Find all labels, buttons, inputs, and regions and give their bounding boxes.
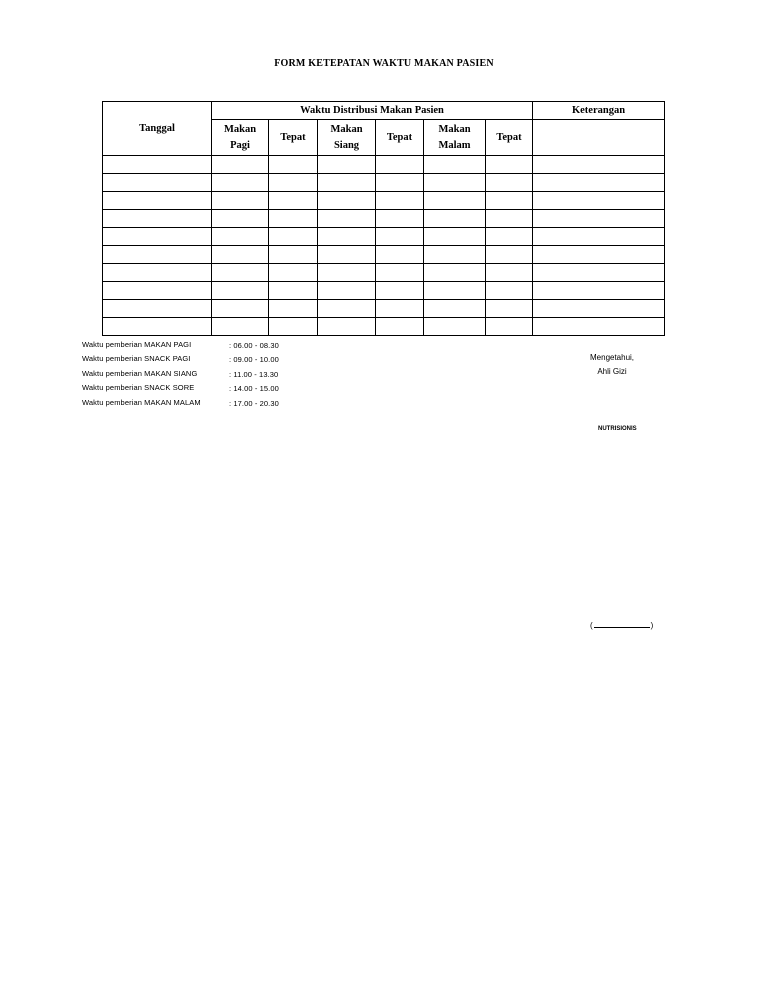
- table-cell[interactable]: [376, 228, 424, 246]
- table-cell[interactable]: [212, 210, 269, 228]
- table-cell[interactable]: [533, 174, 665, 192]
- table-cell[interactable]: [318, 210, 376, 228]
- table-cell[interactable]: [103, 318, 212, 336]
- header-keterangan: Keterangan: [533, 102, 665, 120]
- table-cell[interactable]: [103, 156, 212, 174]
- table-cell[interactable]: [212, 246, 269, 264]
- table-cell[interactable]: [212, 300, 269, 318]
- table-row: [103, 174, 665, 192]
- table-cell[interactable]: [269, 174, 318, 192]
- signature-block: [590, 351, 634, 379]
- table-cell[interactable]: [486, 300, 533, 318]
- signature-role: NUTRISIONIS: [598, 426, 637, 432]
- table-cell[interactable]: [212, 228, 269, 246]
- table-cell[interactable]: [486, 246, 533, 264]
- table-cell[interactable]: [103, 192, 212, 210]
- table-cell[interactable]: [269, 282, 318, 300]
- table-cell[interactable]: [269, 192, 318, 210]
- table-cell[interactable]: [533, 156, 665, 174]
- table-cell[interactable]: [318, 300, 376, 318]
- table-cell[interactable]: [103, 174, 212, 192]
- table-cell[interactable]: [376, 156, 424, 174]
- table-cell[interactable]: [424, 300, 486, 318]
- table-cell[interactable]: [318, 228, 376, 246]
- table-row: [103, 156, 665, 174]
- form-title: FORM KETEPATAN WAKTU MAKAN PASIEN: [274, 58, 494, 69]
- table-row: [103, 318, 665, 336]
- table-cell[interactable]: [486, 156, 533, 174]
- table-cell[interactable]: [318, 318, 376, 336]
- table-cell[interactable]: [486, 192, 533, 210]
- subheader-makan-siang: Makan Siang: [318, 120, 376, 156]
- table-row: [103, 282, 665, 300]
- table-cell[interactable]: [318, 282, 376, 300]
- table-cell[interactable]: [269, 246, 318, 264]
- table-cell[interactable]: [376, 318, 424, 336]
- subheader-tepat-malam: Tepat: [486, 120, 533, 156]
- table-cell[interactable]: [376, 282, 424, 300]
- table-cell[interactable]: [533, 264, 665, 282]
- table-cell[interactable]: [212, 174, 269, 192]
- table-cell[interactable]: [212, 156, 269, 174]
- table-row: [103, 264, 665, 282]
- table-row: [103, 210, 665, 228]
- table-cell[interactable]: [103, 264, 212, 282]
- table-cell[interactable]: [486, 318, 533, 336]
- table-cell[interactable]: [212, 282, 269, 300]
- table-cell[interactable]: [318, 156, 376, 174]
- subheader-tepat-siang: Tepat: [376, 120, 424, 156]
- table-cell[interactable]: [533, 192, 665, 210]
- table-cell[interactable]: [376, 300, 424, 318]
- table-cell[interactable]: [376, 210, 424, 228]
- table-cell[interactable]: [269, 156, 318, 174]
- table-cell[interactable]: [318, 174, 376, 192]
- table-cell[interactable]: [318, 264, 376, 282]
- table-cell[interactable]: [424, 156, 486, 174]
- table-cell[interactable]: [424, 228, 486, 246]
- table-cell[interactable]: [269, 264, 318, 282]
- signature-mengetahui: Mengetahui,: [590, 353, 635, 362]
- subheader-makan-malam: Makan Malam: [424, 120, 486, 156]
- keterangan-subcell: [533, 120, 665, 156]
- table-cell[interactable]: [533, 228, 665, 246]
- table-cell[interactable]: [533, 282, 665, 300]
- table-cell[interactable]: [376, 174, 424, 192]
- header-tanggal: Tanggal: [103, 102, 212, 156]
- table-cell[interactable]: [486, 210, 533, 228]
- table-row: [103, 246, 665, 264]
- table-cell[interactable]: [533, 210, 665, 228]
- table-cell[interactable]: [424, 174, 486, 192]
- table-cell[interactable]: [318, 246, 376, 264]
- table-cell[interactable]: [424, 210, 486, 228]
- table-cell[interactable]: [424, 318, 486, 336]
- meal-time-table: [102, 101, 665, 336]
- table-cell[interactable]: [212, 192, 269, 210]
- table-cell[interactable]: [486, 228, 533, 246]
- table-cell[interactable]: [424, 282, 486, 300]
- table-cell[interactable]: [103, 246, 212, 264]
- subheader-tepat-pagi: Tepat: [269, 120, 318, 156]
- table-row: [103, 192, 665, 210]
- signature-line: [594, 618, 650, 628]
- signature-name-blank: ( ): [590, 618, 653, 630]
- table-cell[interactable]: [269, 228, 318, 246]
- table-cell[interactable]: [424, 192, 486, 210]
- subheader-makan-pagi: Makan Pagi: [212, 120, 269, 156]
- table-cell[interactable]: [269, 318, 318, 336]
- table-cell[interactable]: [424, 264, 486, 282]
- table-row: [103, 228, 665, 246]
- header-waktu-distribusi: Waktu Distribusi Makan Pasien: [212, 102, 533, 120]
- table-cell[interactable]: [103, 282, 212, 300]
- table-cell[interactable]: [533, 246, 665, 264]
- table-cell[interactable]: [103, 210, 212, 228]
- table-cell[interactable]: [533, 300, 665, 318]
- table-cell[interactable]: [376, 192, 424, 210]
- table-row: [103, 300, 665, 318]
- table-cell[interactable]: [269, 210, 318, 228]
- table-cell[interactable]: [269, 300, 318, 318]
- table-cell[interactable]: [486, 282, 533, 300]
- table-cell[interactable]: [318, 192, 376, 210]
- table-cell[interactable]: [486, 174, 533, 192]
- table-cell[interactable]: [103, 228, 212, 246]
- signature-ahli-gizi: Ahli Gizi: [597, 367, 627, 376]
- table-cell[interactable]: [424, 246, 486, 264]
- table-cell[interactable]: [486, 264, 533, 282]
- table-cell[interactable]: [376, 264, 424, 282]
- table-cell[interactable]: [103, 300, 212, 318]
- table-cell[interactable]: [376, 246, 424, 264]
- table-cell[interactable]: [212, 318, 269, 336]
- table-cell[interactable]: [212, 264, 269, 282]
- table-cell[interactable]: [533, 318, 665, 336]
